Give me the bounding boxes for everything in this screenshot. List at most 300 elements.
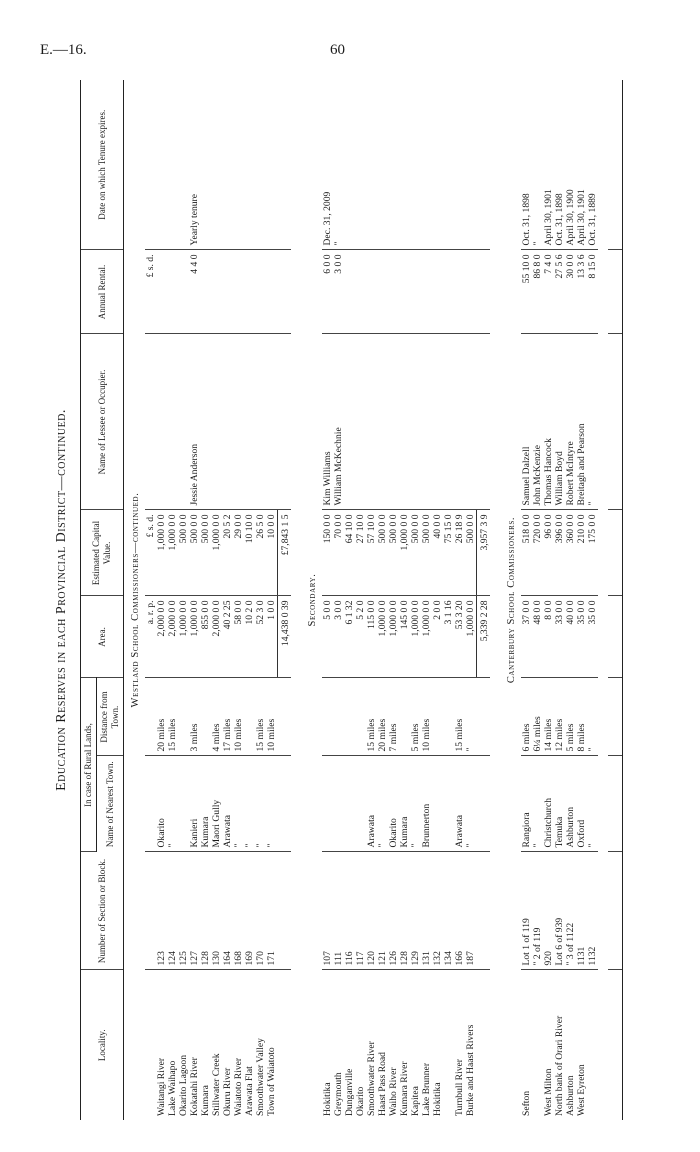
cell-town: Temuka [554, 756, 565, 852]
table-row [465, 80, 477, 1120]
cell-area: 35 0 0 [576, 596, 587, 678]
cell-sec: 120 [366, 852, 377, 970]
cell-rent [156, 250, 167, 334]
cell-rent: 4 4 0 [189, 250, 200, 334]
cell-area: 5 2 0 [355, 596, 366, 678]
cell-rent: 8 15 0 [587, 250, 598, 334]
cell-town: " [244, 756, 255, 852]
cell-sec: 125 [178, 852, 189, 970]
total-date [477, 80, 491, 250]
cell-dist: 10 miles [421, 678, 432, 756]
spacer-cell [598, 80, 608, 1120]
col-locality: Locality. [81, 970, 124, 1120]
cell-sec: 128 [399, 852, 410, 970]
cell-town [333, 756, 344, 852]
cell-lessee [454, 334, 465, 510]
section-heading-row [500, 80, 521, 1120]
col-value: Estimated Capital Value. [81, 510, 124, 596]
cell-sec: 127 [189, 852, 200, 970]
section-heading-text: Canterbury School Commissioners. [506, 516, 517, 684]
cell-val: 1,000 0 0 [167, 510, 178, 596]
cell-date [366, 80, 377, 250]
cell-town: Kumara [200, 756, 211, 852]
cell-val: 1,000 0 0 [211, 510, 222, 596]
cell-val: 518 0 0 [521, 510, 532, 596]
cell-dist [355, 678, 366, 756]
table-row [333, 80, 344, 1120]
cell-val: 96 0 0 [543, 510, 554, 596]
section-heading [301, 80, 322, 1120]
cell-loc: Smoothwater River [366, 1041, 377, 1116]
table-row [421, 80, 432, 1120]
cell-dist: 15 miles [366, 678, 377, 756]
cell-rent [255, 250, 266, 334]
cell-lessee: Thomas Hancock [543, 334, 554, 510]
cell-area: 40 2 25 [222, 596, 233, 678]
cell-dist: 6¼ miles [532, 678, 543, 756]
cell-lessee [178, 334, 189, 510]
cell-rent: 7 4 0 [543, 250, 554, 334]
cell-date: April 30, 1901 [543, 80, 554, 250]
cell-val: 175 0 0 [587, 510, 598, 596]
cell-area: 855 0 0 [200, 596, 211, 678]
cell-town: " [266, 756, 278, 852]
cell-sec: 164 [222, 852, 233, 970]
cell-dist: 7 miles [388, 678, 399, 756]
section-heading-row [301, 80, 322, 1120]
cell-val: 150 0 0 [322, 510, 333, 596]
table-row [156, 80, 167, 1120]
cell-loc: Waiatoto River [233, 1057, 244, 1116]
cell-lessee [266, 334, 278, 510]
cell-loc: Sefton [521, 1090, 532, 1116]
cell-lessee: Robert McIntyre [565, 334, 576, 510]
cell-date [233, 80, 244, 250]
units-row [145, 80, 156, 1120]
cell-loc: Hokitika [432, 1082, 443, 1116]
units-date [145, 80, 156, 250]
cell-val: 10 10 0 [244, 510, 255, 596]
total-date [278, 80, 292, 250]
cell-rent [465, 250, 477, 334]
table-end-rule [608, 80, 623, 1120]
cell-sec: 169 [244, 852, 255, 970]
cell-area: 1,000 0 0 [388, 596, 399, 678]
cell-area: 48 0 0 [532, 596, 543, 678]
total-row [278, 80, 292, 1120]
cell-date [399, 80, 410, 250]
table-row [167, 80, 178, 1120]
cell-val: 360 0 0 [565, 510, 576, 596]
table-row [233, 80, 244, 1120]
cell-sec: 126 [388, 852, 399, 970]
cell-town: " [465, 756, 477, 852]
table-row [432, 80, 443, 1120]
table-row [377, 80, 388, 1120]
cell-area: 10 2 0 [244, 596, 255, 678]
cell-date [432, 80, 443, 250]
cell-dist: 3 miles [189, 678, 200, 756]
table-row [322, 80, 333, 1120]
page-number: 60 [330, 42, 345, 58]
cell-sec: 107 [322, 852, 333, 970]
cell-town: " [167, 756, 178, 852]
cell-town: Rangiora [521, 756, 532, 852]
total-loc [278, 970, 292, 1120]
cell-rent: 3 0 0 [333, 250, 344, 334]
cell-area: 1,000 0 0 [189, 596, 200, 678]
cell-dist [244, 678, 255, 756]
cell-sec: 132 [432, 852, 443, 970]
cell-date: " [532, 80, 543, 250]
cell-val: 26 5 0 [255, 510, 266, 596]
end-cell [608, 970, 623, 1120]
cell-rent [344, 250, 355, 334]
cell-rent [266, 250, 278, 334]
cell-lessee: William Boyd [554, 334, 565, 510]
cell-sec: 123 [156, 852, 167, 970]
cell-dist: 5 miles [410, 678, 421, 756]
total-val: £7,843 1 5 [278, 510, 292, 596]
section-heading-row [124, 80, 146, 1120]
cell-loc: Dunganville [344, 1068, 355, 1116]
cell-dist: 5 miles [565, 678, 576, 756]
cell-dist [322, 678, 333, 756]
cell-lessee [344, 334, 355, 510]
cell-loc: Burke and Haast Rivers [465, 1024, 477, 1116]
cell-town: Brunnerton [421, 756, 432, 852]
total-rent [278, 250, 292, 334]
cell-val: 10 0 0 [266, 510, 278, 596]
cell-lessee: John McKenzie [532, 334, 543, 510]
cell-date [167, 80, 178, 250]
cell-town: Okarito [388, 756, 399, 852]
cell-town [432, 756, 443, 852]
cell-sec: 117 [355, 852, 366, 970]
cell-lessee: Jessie Anderson [189, 334, 200, 510]
col-rental: Annual Rental. [81, 250, 124, 334]
table-row [565, 80, 576, 1120]
end-cell [608, 510, 623, 596]
total-dist [278, 678, 292, 756]
table-row [532, 80, 543, 1120]
cell-val: 500 0 0 [421, 510, 432, 596]
cell-val: 70 0 0 [333, 510, 344, 596]
cell-town: Arawata [222, 756, 233, 852]
cell-area: 8 0 0 [543, 596, 554, 678]
cell-loc: Okarito Lagoon [178, 1054, 189, 1116]
cell-dist [200, 678, 211, 756]
cell-area: 3 1 16 [443, 596, 454, 678]
cell-lessee [244, 334, 255, 510]
cell-rent [244, 250, 255, 334]
total-sec [477, 852, 491, 970]
cell-val: 27 10 0 [355, 510, 366, 596]
cell-town: " [255, 756, 266, 852]
end-cell [608, 596, 623, 678]
cell-loc: West Milton [543, 1068, 554, 1116]
cell-val: 720 0 0 [532, 510, 543, 596]
table-row [587, 80, 598, 1120]
cell-date [388, 80, 399, 250]
cell-lessee [355, 334, 366, 510]
cell-date [156, 80, 167, 250]
cell-lessee [167, 334, 178, 510]
cell-dist: 8 miles [576, 678, 587, 756]
cell-sec: 1132 [587, 852, 598, 970]
cell-area: 2,000 0 0 [167, 596, 178, 678]
cell-rent [167, 250, 178, 334]
table-row [454, 80, 465, 1120]
units-dist [145, 678, 156, 756]
cell-date: Oct. 31, 1898 [554, 80, 565, 250]
cell-lessee [255, 334, 266, 510]
cell-loc: Kapitea [410, 1086, 421, 1116]
cell-loc: Ashburton [565, 1075, 576, 1116]
cell-lessee [410, 334, 421, 510]
total-town [278, 756, 292, 852]
cell-rent [355, 250, 366, 334]
cell-dist: 15 miles [454, 678, 465, 756]
cell-val: 500 0 0 [465, 510, 477, 596]
cell-lessee [432, 334, 443, 510]
cell-val: 1,000 0 0 [156, 510, 167, 596]
spacer-row [291, 80, 301, 1120]
cell-dist [399, 678, 410, 756]
cell-area: 1,000 0 0 [465, 596, 477, 678]
cell-val: 500 0 0 [200, 510, 211, 596]
cell-sec: 187 [465, 852, 477, 970]
cell-loc: Okarito [355, 1086, 366, 1116]
cell-town [178, 756, 189, 852]
cell-val: 500 0 0 [388, 510, 399, 596]
cell-area: 1,000 0 0 [178, 596, 189, 678]
cell-loc: North bank of Orari River [554, 1015, 565, 1116]
cell-sec: " 2 of 119 [532, 852, 543, 970]
table-row [200, 80, 211, 1120]
cell-sec: 920 [543, 852, 554, 970]
cell-rent [222, 250, 233, 334]
cell-sec: 1131 [576, 852, 587, 970]
cell-town: Arawata [454, 756, 465, 852]
cell-rent [178, 250, 189, 334]
cell-town: Christchurch [543, 756, 554, 852]
table-row [222, 80, 233, 1120]
cell-date [443, 80, 454, 250]
col-date: Date on which Tenure expires. [81, 80, 124, 250]
spacer-row [598, 80, 608, 1120]
table-row [266, 80, 278, 1120]
cell-lessee: Kim Williams [322, 334, 333, 510]
cell-dist: 10 miles [266, 678, 278, 756]
cell-date [454, 80, 465, 250]
total-sec [278, 852, 292, 970]
cell-lessee [388, 334, 399, 510]
total-lessee [477, 334, 491, 510]
cell-town [322, 756, 333, 852]
cell-date: Yearly tenure [189, 80, 200, 250]
cell-loc [587, 970, 598, 1120]
cell-area: 145 0 0 [399, 596, 410, 678]
cell-rent [211, 250, 222, 334]
total-dist [477, 678, 491, 756]
cell-area: 2,000 0 0 [211, 596, 222, 678]
cell-date [200, 80, 211, 250]
cell-date [410, 80, 421, 250]
cell-loc: Stillwater Creek [211, 1053, 222, 1116]
table-row [554, 80, 565, 1120]
reserves-table [80, 80, 623, 1120]
col-section: Number of Section or Block. [81, 852, 124, 970]
cell-dist: 15 miles [167, 678, 178, 756]
cell-date: " [333, 80, 344, 250]
cell-town [443, 756, 454, 852]
cell-lessee [465, 334, 477, 510]
spacer-row [490, 80, 500, 1120]
cell-lessee [222, 334, 233, 510]
cell-area: 1,000 0 0 [377, 596, 388, 678]
col-lessee: Name of Lessee or Occupier. [81, 334, 124, 510]
cell-town: Kumara [399, 756, 410, 852]
cell-dist [178, 678, 189, 756]
cell-date: Oct. 31, 1898 [521, 80, 532, 250]
cell-dist: 10 miles [233, 678, 244, 756]
cell-rent [421, 250, 432, 334]
col-rural-group: In case of Rural Lands, [81, 678, 97, 852]
cell-lessee [421, 334, 432, 510]
cell-loc: West Eyreton [576, 1064, 587, 1116]
cell-area: 52 3 0 [255, 596, 266, 678]
end-cell [608, 678, 623, 756]
cell-area: 33 0 0 [554, 596, 565, 678]
cell-lessee: William McKechnie [333, 334, 344, 510]
spacer-cell [291, 80, 301, 1120]
cell-town: Okarito [156, 756, 167, 852]
cell-dist: " [587, 678, 598, 756]
col-nearest-town: Name of Nearest Town. [97, 756, 124, 852]
units-lessee [145, 334, 156, 510]
total-lessee [278, 334, 292, 510]
cell-date [211, 80, 222, 250]
cell-rent [432, 250, 443, 334]
cell-lessee [156, 334, 167, 510]
cell-sec: 168 [233, 852, 244, 970]
cell-loc: Greymouth [333, 1072, 344, 1116]
cell-area: 5 0 0 [322, 596, 333, 678]
table-row [543, 80, 554, 1120]
cell-val: 29 0 0 [233, 510, 244, 596]
cell-loc: Haast Pass Road [377, 1052, 388, 1116]
cell-dist [443, 678, 454, 756]
total-area: 5,339 2 28 [477, 596, 491, 678]
cell-town: Kanieri [189, 756, 200, 852]
total-row [477, 80, 491, 1120]
cell-rent [388, 250, 399, 334]
end-cell [608, 80, 623, 250]
cell-town: Arawata [366, 756, 377, 852]
cell-sec: 116 [344, 852, 355, 970]
cell-sec: 134 [443, 852, 454, 970]
table-row [244, 80, 255, 1120]
cell-date: April 30, 1901 [576, 80, 587, 250]
cell-val: 500 0 0 [410, 510, 421, 596]
end-cell [608, 250, 623, 334]
cell-area: 37 0 0 [521, 596, 532, 678]
cell-rent: 27 5 6 [554, 250, 565, 334]
cell-loc: Arawata Flat [244, 1066, 255, 1116]
cell-date [244, 80, 255, 250]
cell-dist: 20 miles [156, 678, 167, 756]
cell-sec: " 3 of 1122 [565, 852, 576, 970]
cell-val: 64 10 0 [344, 510, 355, 596]
cell-lessee [443, 334, 454, 510]
spacer-cell [490, 80, 500, 1120]
cell-town: Ashburton [565, 756, 576, 852]
section-heading-text: Westland School Commissioners—continued. [130, 492, 141, 708]
total-rent [477, 250, 491, 334]
cell-town: " [377, 756, 388, 852]
table-body [124, 80, 623, 1120]
units-loc [145, 970, 156, 1120]
section-heading [500, 80, 521, 1120]
cell-sec: 166 [454, 852, 465, 970]
table-row [355, 80, 366, 1120]
cell-lessee [399, 334, 410, 510]
cell-sec: 171 [266, 852, 278, 970]
cell-area: 2,000 0 0 [156, 596, 167, 678]
cell-town: Maori Gully [211, 756, 222, 852]
cell-val: 26 18 9 [454, 510, 465, 596]
cell-area: 2 0 0 [432, 596, 443, 678]
table-row [366, 80, 377, 1120]
cell-dist: 14 miles [543, 678, 554, 756]
cell-val: 40 0 0 [432, 510, 443, 596]
cell-lessee [200, 334, 211, 510]
cell-val: 20 5 2 [222, 510, 233, 596]
page-reference: E.—16. [40, 42, 87, 58]
cell-val: 500 0 0 [377, 510, 388, 596]
cell-sec: 131 [421, 852, 432, 970]
cell-sec: 121 [377, 852, 388, 970]
cell-sec: 129 [410, 852, 421, 970]
cell-rent: 6 0 0 [322, 250, 333, 334]
cell-town: " [587, 756, 598, 852]
cell-area: 1,000 0 0 [410, 596, 421, 678]
table-title: Education Reserves in each Provincial District—continued. [54, 409, 69, 791]
cell-town [344, 756, 355, 852]
cell-dist: 15 miles [255, 678, 266, 756]
total-town [477, 756, 491, 852]
cell-area: 53 3 20 [454, 596, 465, 678]
cell-lessee: Samuel Dalzell [521, 334, 532, 510]
table-row [255, 80, 266, 1120]
cell-sec: 124 [167, 852, 178, 970]
cell-area: 115 0 0 [366, 596, 377, 678]
cell-rent: 13 3 6 [576, 250, 587, 334]
cell-dist: 20 miles [377, 678, 388, 756]
cell-val: 396 0 0 [554, 510, 565, 596]
cell-date: Oct. 31, 1889 [587, 80, 598, 250]
table-row [576, 80, 587, 1120]
cell-date [465, 80, 477, 250]
total-val: 3,957 3 9 [477, 510, 491, 596]
cell-date: April 30, 1900 [565, 80, 576, 250]
cell-area: 35 0 0 [587, 596, 598, 678]
units-town [145, 756, 156, 852]
cell-val: 57 10 0 [366, 510, 377, 596]
cell-sec: 128 [200, 852, 211, 970]
cell-rent [377, 250, 388, 334]
